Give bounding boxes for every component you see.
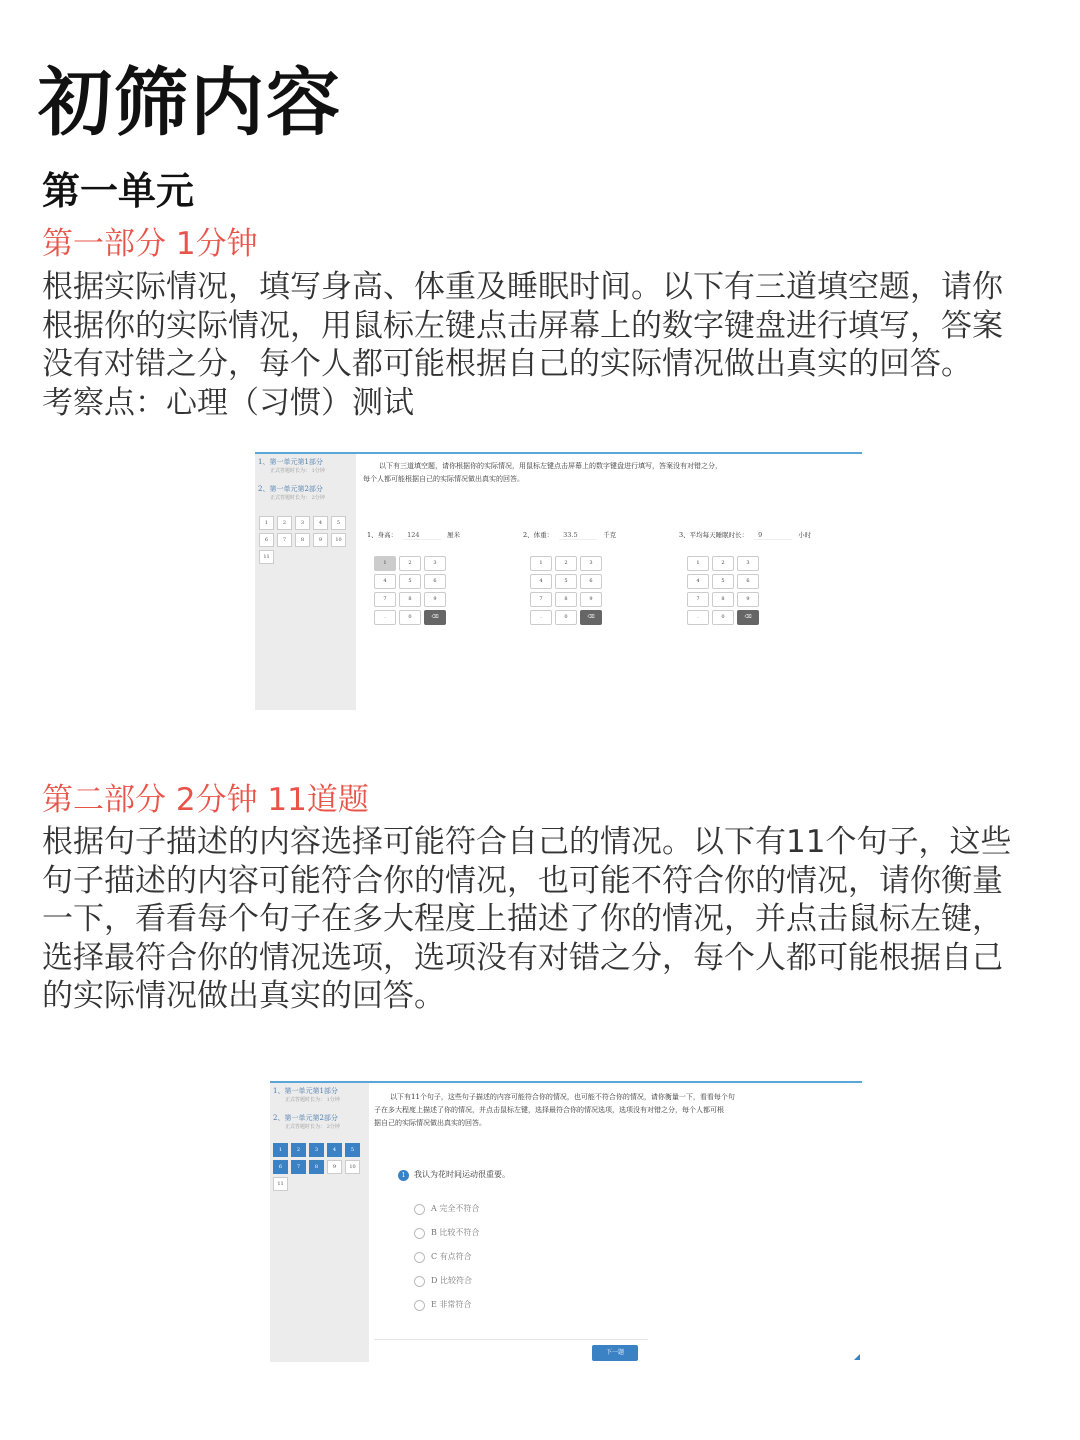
question-label: 1、身高： (367, 531, 398, 539)
keypad-key[interactable]: 6 (424, 574, 446, 589)
keypad-key[interactable]: 7 (374, 592, 396, 607)
keypad-key[interactable]: 8 (712, 592, 734, 607)
keypad-key[interactable]: 8 (555, 592, 577, 607)
question-number[interactable]: 6 (273, 1160, 288, 1174)
keypad-key[interactable]: . (687, 610, 709, 625)
radio-icon[interactable] (414, 1276, 425, 1287)
keypad-key[interactable]: 4 (687, 574, 709, 589)
keypad-key[interactable]: 5 (712, 574, 734, 589)
part1-line: 根据实际情况，填写身高、体重及睡眠时间。以下有三道填空题，请你 (42, 269, 1003, 305)
keypad-key[interactable]: 7 (687, 592, 709, 607)
part1-line: 根据你的实际情况，用鼠标左键点击屏幕上的数字键盘进行填写，答案 (42, 307, 1003, 344)
question-label: 3、平均每天睡眠时长： (679, 531, 749, 539)
keypad-key[interactable]: 6 (737, 574, 759, 589)
keypad-key[interactable]: 3 (580, 556, 602, 571)
nav-item-sub: 正式答题时长为： 2分钟 (270, 495, 325, 501)
keypad-key[interactable]: 1 (530, 556, 552, 571)
keypad-key[interactable]: . (530, 610, 552, 625)
screenshot-fill-in-questions (255, 452, 862, 710)
part2-line: 一下，看看每个句子在多大程度上描述了你的情况，并点击鼠标左键， (42, 901, 1003, 937)
question-number[interactable]: 10 (345, 1160, 360, 1174)
backspace-key-icon[interactable]: ⌫ (737, 610, 759, 625)
part2-line: 根据句子描述的内容选择可能符合自己的情况。以下有11个句子，这些 (42, 824, 1012, 860)
question-number[interactable]: 1 (273, 1143, 288, 1157)
part2-line: 句子描述的内容可能符合你的情况，也可能不符合你的情况，请你衡量 (42, 862, 1003, 899)
instruction-line: 子在多大程度上描述了你的情况，并点击鼠标左键，选择最符合你的情况选项，选项没有对错之分，每个人都可根 (374, 1106, 724, 1114)
part1-heading: 第一部分 1分钟 (42, 226, 258, 262)
option-label: C 有点符合 (431, 1252, 472, 1261)
nav-item-sub: 正式答题时长为： 1分钟 (270, 468, 325, 474)
keypad-key[interactable]: 9 (424, 592, 446, 607)
keypad-weight (530, 556, 602, 625)
part1-line: 没有对错之分，每个人都可能根据自己的实际情况做出真实的回答。 (42, 346, 972, 382)
part2-description (42, 823, 1042, 1016)
option-d[interactable] (414, 1275, 472, 1287)
keypad-key[interactable]: 9 (580, 592, 602, 607)
screenshot-choice-questions (270, 1081, 862, 1362)
keypad-key[interactable]: 4 (530, 574, 552, 589)
keypad-key[interactable]: 6 (580, 574, 602, 589)
instruction-text (374, 1091, 858, 1130)
question-number[interactable]: 8 (295, 533, 310, 547)
question-text (398, 1169, 510, 1181)
question-number[interactable]: 10 (331, 533, 346, 547)
backspace-key-icon[interactable]: ⌫ (424, 610, 446, 625)
keypad-key[interactable]: 1 (374, 556, 396, 571)
question-number[interactable]: 9 (313, 533, 328, 547)
question-number[interactable]: 5 (345, 1143, 360, 1157)
weight-answer-field[interactable]: 33.5 (559, 531, 597, 540)
option-label: D 比较符合 (431, 1276, 472, 1285)
instruction-text (363, 460, 858, 486)
option-c[interactable] (414, 1251, 472, 1263)
backspace-key-icon[interactable]: ⌫ (580, 610, 602, 625)
question-number-badge: 1 (398, 1170, 409, 1181)
part2-line: 的实际情况做出真实的回答。 (42, 978, 445, 1014)
option-b[interactable] (414, 1227, 479, 1239)
keypad-height (374, 556, 446, 625)
keypad-key[interactable]: 2 (399, 556, 421, 571)
keypad-key[interactable]: 2 (712, 556, 734, 571)
question-number[interactable]: 2 (291, 1143, 306, 1157)
keypad-key[interactable]: . (374, 610, 396, 625)
unit-title: 第一单元 (42, 169, 195, 213)
question-number[interactable]: 4 (327, 1143, 342, 1157)
nav-item-sub: 正式答题时长为： 1分钟 (285, 1097, 340, 1103)
keypad-key[interactable]: 7 (530, 592, 552, 607)
keypad-key[interactable]: 4 (374, 574, 396, 589)
question-label: 我认为花时间运动很重要。 (414, 1170, 510, 1179)
nav-item[interactable]: 1、第一单元第1部分 (258, 458, 323, 466)
option-label: B 比较不符合 (431, 1228, 480, 1237)
radio-icon[interactable] (414, 1204, 425, 1215)
keypad-key[interactable]: 0 (712, 610, 734, 625)
option-label: A 完全不符合 (431, 1204, 480, 1213)
nav-item[interactable]: 2、第一单元第2部分 (273, 1114, 338, 1122)
question-number[interactable]: 6 (259, 533, 274, 547)
sleep-answer-field[interactable]: 9 (754, 531, 792, 540)
keypad-key[interactable]: 3 (424, 556, 446, 571)
part1-description (42, 268, 1042, 422)
radio-icon[interactable] (414, 1228, 425, 1239)
instruction-line: 据自己的实际情况做出真实的回答。 (374, 1119, 486, 1127)
divider (374, 1339, 648, 1340)
question-label: 2、体重： (523, 531, 554, 539)
keypad-key[interactable]: 5 (399, 574, 421, 589)
weight-question (523, 530, 616, 540)
height-question (367, 530, 460, 540)
part1-line: 考察点：心理（习惯）测试 (42, 384, 414, 421)
sleep-question (679, 530, 811, 540)
instruction-line: 以下有三道填空题，请你根据你的实际情况，用鼠标左键点击屏幕上的数字键盘进行填写，答案没有对错之分， (379, 462, 722, 470)
question-number[interactable]: 1 (259, 516, 274, 530)
keypad-sleep (687, 556, 759, 625)
page-title: 初筛内容 (38, 60, 342, 146)
radio-icon[interactable] (414, 1252, 425, 1263)
part2-heading: 第二部分 2分钟 11道题 (42, 782, 369, 818)
corner-arrow-icon (854, 1354, 860, 1360)
keypad-key[interactable]: 0 (399, 610, 421, 625)
question-number-grid (273, 1143, 360, 1191)
question-nav-sidebar (270, 1083, 369, 1362)
unit-label: 小时 (798, 531, 812, 539)
instruction-line: 以下有11个句子，这些句子描述的内容可能符合你的情况，也可能不符合你的情况，请你衡量一下，看看每个句 (390, 1093, 735, 1101)
keypad-key[interactable]: 8 (399, 592, 421, 607)
option-e[interactable] (414, 1299, 471, 1311)
question-number[interactable]: 9 (327, 1160, 342, 1174)
question-number[interactable]: 8 (309, 1160, 324, 1174)
question-number[interactable]: 7 (277, 533, 292, 547)
nav-item-sub: 正式答题时长为： 2分钟 (285, 1124, 340, 1130)
keypad-key[interactable]: 0 (555, 610, 577, 625)
instruction-line: 每个人都可能根据自己的实际情况做出真实的回答。 (363, 475, 524, 483)
question-number[interactable]: 11 (259, 550, 274, 564)
unit-label: 厘米 (447, 531, 461, 539)
question-number[interactable]: 5 (331, 516, 346, 530)
radio-icon[interactable] (414, 1300, 425, 1311)
option-label: E 非常符合 (431, 1300, 472, 1309)
nav-item[interactable]: 2、第一单元第2部分 (258, 485, 323, 493)
question-number[interactable]: 2 (277, 516, 292, 530)
keypad-key[interactable]: 9 (737, 592, 759, 607)
question-number[interactable]: 7 (291, 1160, 306, 1174)
part2-line: 选择最符合你的情况选项，选项没有对错之分，每个人都可能根据自己 (42, 939, 1003, 976)
nav-item[interactable]: 1、第一单元第1部分 (273, 1087, 338, 1095)
height-answer-field[interactable]: 124 (403, 531, 441, 540)
question-number-grid (259, 516, 346, 564)
keypad-key[interactable]: 3 (737, 556, 759, 571)
question-nav-sidebar (255, 454, 356, 710)
keypad-key[interactable]: 1 (687, 556, 709, 571)
unit-label: 千克 (603, 531, 617, 539)
question-number[interactable]: 4 (313, 516, 328, 530)
keypad-key[interactable]: 2 (555, 556, 577, 571)
question-number[interactable]: 3 (309, 1143, 324, 1157)
keypad-key[interactable]: 5 (555, 574, 577, 589)
next-button[interactable]: 下一题 (592, 1345, 638, 1361)
question-number[interactable]: 3 (295, 516, 310, 530)
question-number[interactable]: 11 (273, 1177, 288, 1191)
option-a[interactable] (414, 1203, 479, 1215)
